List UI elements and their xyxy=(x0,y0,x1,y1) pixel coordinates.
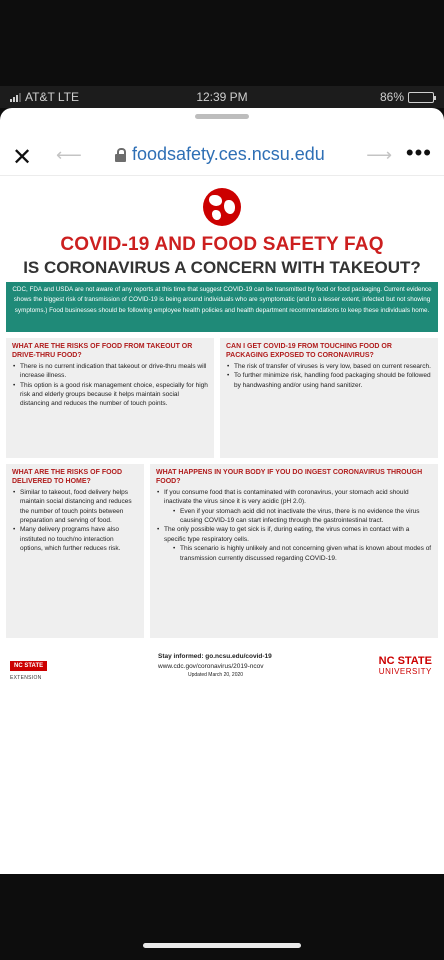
carrier-label: AT&T LTE xyxy=(25,90,80,104)
stay-informed-link[interactable]: Stay informed: go.ncsu.edu/covid-19 xyxy=(158,653,272,660)
sheet-drag-handle[interactable] xyxy=(195,114,249,119)
cdc-link[interactable]: www.cdc.gov/coronavirus/2019-ncov xyxy=(158,662,264,670)
list-item: • There is no current indication that takeout or drive-thru meals will increase illness. xyxy=(12,362,208,381)
more-options-icon[interactable]: ••• xyxy=(405,140,432,165)
faq-panel-delivery xyxy=(6,464,144,638)
stay-informed-block xyxy=(158,652,272,681)
faq-heading: WHAT ARE THE RISKS OF FOOD FROM TAKEOUT OR DRIVE-THRU FOOD? xyxy=(12,343,193,360)
lock-icon xyxy=(115,148,126,162)
back-arrow-icon[interactable]: ⟵ xyxy=(56,145,82,165)
faq-heading: WHAT HAPPENS IN YOUR BODY IF YOU DO INGEST CORONAVIRUS THROUGH FOOD? xyxy=(156,469,423,486)
list-item: • The risk of transfer of viruses is very low, based on current research. xyxy=(226,362,432,371)
list-item: • This option is a good risk management choice, especially for high risk and elderly groups because it helps maintain social distancing and reduces the number of touch points. xyxy=(12,381,208,409)
list-item: • Many delivery programs have also instituted no touch/no interaction options, which further reduces risk. xyxy=(12,525,138,553)
address-field[interactable] xyxy=(115,144,325,165)
url-bar xyxy=(0,136,444,176)
battery-percent: 86% xyxy=(379,90,404,104)
close-icon[interactable]: ✕ xyxy=(12,144,33,171)
faq-panel-packaging xyxy=(220,338,438,458)
list-item: • This scenario is highly unlikely and not concerning given what is known about modes of transmission currently discussed regarding COVID-19. xyxy=(156,544,432,563)
faq-heading: WHAT ARE THE RISKS OF FOOD DELIVERED TO HOME? xyxy=(12,469,123,486)
globe-icon xyxy=(203,188,241,226)
list-item: • The only possible way to get sick is if, during eating, the virus comes in contact with a specific type respiratory cells. xyxy=(156,525,432,544)
page-title: COVID-19 AND FOOD SAFETY FAQ xyxy=(60,234,384,255)
faq-panel-takeout xyxy=(6,338,214,458)
forward-arrow-icon[interactable]: ⟶ xyxy=(366,145,392,165)
list-item: • To further minimize risk, handling food packaging should be followed by handwashing and/or using hand sanitizer. xyxy=(226,371,432,390)
faq-panel-ingest xyxy=(150,464,438,638)
faq-heading: CAN I GET COVID-19 FROM TOUCHING FOOD OR PACKAGING EXPOSED TO CORONAVIRUS? xyxy=(226,343,392,360)
nc-state-university-logo xyxy=(379,656,432,676)
browser-sheet xyxy=(0,108,444,874)
page-subtitle: IS CORONAVIRUS A CONCERN WITH TAKEOUT? xyxy=(23,258,421,277)
university-name: NC STATE xyxy=(378,655,432,667)
list-item: • Even if your stomach acid did not inactivate the virus, there is no evidence the virus causing COVID-19 can start infecting through the gastrointestinal tract. xyxy=(156,507,432,526)
home-indicator[interactable] xyxy=(143,943,301,948)
list-item: • If you consume food that is contaminated with coronavirus, your stomach acid should inactivate the virus since it is very acidic (pH 2.0). xyxy=(156,488,432,507)
extension-label: EXTENSION xyxy=(10,675,42,681)
list-item: • Similar to takeout, food delivery helps maintain social distancing and reduces the number of touch points between preparation and serving of food. xyxy=(12,488,138,526)
clock: 12:39 PM xyxy=(196,90,248,104)
url-text: foodsafety.ces.ncsu.edu xyxy=(132,144,325,164)
battery-indicator xyxy=(380,90,434,104)
status-bar xyxy=(0,86,444,108)
updated-date: Updated March 20, 2020 xyxy=(188,672,244,678)
university-label: UNIVERSITY xyxy=(378,667,432,676)
nc-state-badge: NC STATE xyxy=(10,661,47,671)
battery-icon xyxy=(408,92,434,103)
intro-banner: CDC, FDA and USDA are not aware of any reports at this time that suggest COVID-19 can be transmitted by food or food packaging. Current evidence shows the biggest risk of transmission of COVID-19 is being around individuals who are symptomatic (and to a lesser extent, infected but not showing symptoms.) Food businesses should be following employee health policies and health department recommendations to keep these individuals home. xyxy=(6,282,438,332)
infographic-footer xyxy=(0,646,444,686)
nc-state-extension-logo xyxy=(10,654,47,681)
